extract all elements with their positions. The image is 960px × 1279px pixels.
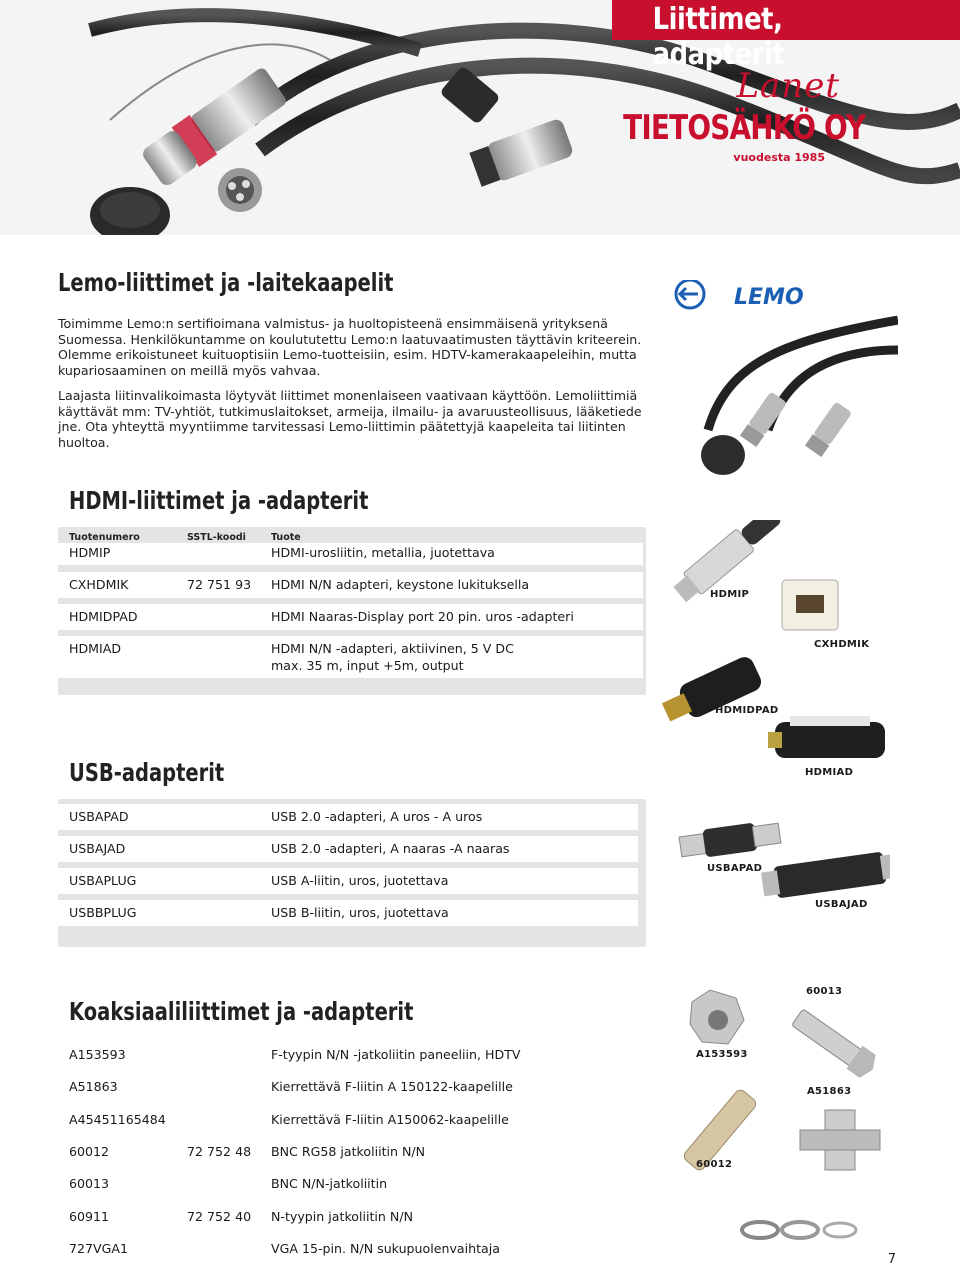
product-description-line-2: max. 35 m, input +5m, output: [271, 658, 464, 673]
a153593-connector-image: [690, 990, 744, 1044]
column-header-sstl: SSTL-koodi: [187, 532, 246, 543]
caption-hdmidpad: HDMIDPAD: [715, 705, 779, 716]
coax-table: [58, 1040, 646, 1272]
page-number: 7: [887, 1252, 896, 1267]
hero-image: [0, 0, 960, 235]
product-code: HDMIAD: [69, 641, 122, 656]
coax-heading: Koaksiaaliliittimet ja -adapterit: [69, 997, 414, 1026]
product-code: 60012: [69, 1144, 110, 1159]
product-description: USB B-liitin, uros, juotettava: [271, 905, 449, 920]
table-row: [58, 868, 638, 894]
product-code: USBAPAD: [69, 809, 129, 824]
sstl-code: 72 751 93: [187, 577, 252, 592]
product-description: BNC N/N-jatkoliitin: [271, 1176, 388, 1191]
caption-60013: 60013: [806, 986, 843, 997]
page-title: Liittimet, adapterit: [652, 2, 785, 72]
table-row: [58, 1042, 646, 1068]
lemo-product-image: [668, 280, 898, 480]
lemo-heading: Lemo-liittimet ja -laitekaapelit: [58, 268, 394, 297]
hdmi-heading: HDMI-liittimet ja -adapterit: [69, 486, 369, 515]
table-row: [58, 636, 643, 678]
caption-60012: 60012: [696, 1159, 733, 1170]
product-description: USB A-liitin, uros, juotettava: [271, 873, 449, 888]
table-row: [58, 543, 643, 565]
header-banner: [612, 0, 960, 72]
column-header-code: Tuotenumero: [69, 532, 140, 543]
hdmi-product-images: [660, 520, 960, 790]
lemo-logo-text: LEMO: [734, 285, 804, 310]
product-description: USB 2.0 -adapteri, A uros - A uros: [271, 809, 483, 824]
product-description: F-tyypin N/N -jatkoliitin paneeliin, HDTV: [271, 1047, 521, 1062]
hdmidpad-adapter-image: [660, 654, 764, 729]
table-row: [58, 1107, 646, 1133]
table-row: [58, 1204, 646, 1230]
hdmi-table: [58, 527, 646, 695]
brand-name-logo: TIETOSÄHKÖ OY: [622, 108, 865, 148]
table-row: [58, 836, 638, 862]
sstl-code: 72 752 40: [187, 1209, 252, 1224]
product-description: BNC RG58 jatkoliitin N/N: [271, 1144, 426, 1159]
product-description: Kierrettävä F-liitin A 150122-kaapelille: [271, 1079, 513, 1094]
table-row: [58, 572, 643, 598]
product-description: HDMI Naaras-Display port 20 pin. uros -adapteri: [271, 609, 574, 624]
product-description: VGA 15-pin. N/N sukupuolenvaihtaja: [271, 1241, 500, 1256]
product-code: USBBPLUG: [69, 905, 137, 920]
lemo-paragraph-2: Laajasta liitinvalikoimasta löytyvät liittimet monenlaiseen vaativaan käyttöön. Lemoliittimiä käyttävät mm: TV-yhtiöt, tutkimuslaitokset, armeija, ilmailu- ja avaruusteollisuus, lääketiede jne. Ota yhteyttä myyntiimme tarvitessasi Lemo-liittimin päätettyjä kaapeleita tai liitinten huoltoa.: [58, 388, 642, 450]
caption-a51863: A51863: [807, 1086, 852, 1097]
hdmiad-repeater-image: [768, 716, 885, 758]
product-description: HDMI N/N adapteri, keystone lukituksella: [271, 577, 530, 592]
product-code: USBAJAD: [69, 841, 126, 856]
product-code: 60911: [69, 1209, 110, 1224]
usbapad-adapter-image: [679, 819, 782, 861]
caption-hdmip: HDMIP: [710, 589, 750, 600]
lemo-paragraph-1: Toimimme Lemo:n sertifioimana valmistus- ja huoltopisteenä ensimmäisenä yrityksenä Suomessa. Henkilökuntamme on koulututettu Lemo:n laatuvaatimusten täyttävin kriteerein. Olemme erikoistuneet kuituoptisiin Lemo-tuotteisiin, esim. HDTV-kamerakaapeleihin, mutta kupariosaaminen on meillä myös vahvaa.: [58, 316, 642, 378]
column-header-product: Tuote: [271, 532, 301, 543]
caption-hdmiad: HDMIAD: [805, 767, 854, 778]
c60013-connector-image: [800, 1110, 880, 1170]
product-code: USBAPLUG: [69, 873, 137, 888]
caption-a153593: A153593: [696, 1049, 748, 1060]
product-code: 727VGA1: [69, 1241, 129, 1256]
table-row: [58, 604, 643, 630]
brand-script-logo: Lanet: [736, 66, 840, 106]
usb-heading: USB-adapterit: [69, 758, 225, 787]
caption-cxhdmik: CXHDMIK: [814, 639, 870, 650]
table-row: [58, 1139, 646, 1165]
product-description: USB 2.0 -adapteri, A naaras -A naaras: [271, 841, 510, 856]
usbajad-adapter-image: [760, 850, 890, 901]
product-code: HDMIDPAD: [69, 609, 138, 624]
product-code: A51863: [69, 1079, 118, 1094]
product-description: N-tyypin jatkoliitin N/N: [271, 1209, 413, 1224]
usb-product-images: [670, 810, 890, 910]
cxhdmik-keystone-image: [782, 580, 838, 630]
usb-table: [58, 799, 646, 947]
product-description: HDMI N/N -adapteri, aktiivinen, 5 V DC: [271, 641, 514, 656]
table-row: [58, 900, 638, 926]
caption-usbajad: USBAJAD: [815, 899, 868, 910]
table-row: [58, 1236, 646, 1262]
product-code: HDMIP: [69, 545, 111, 560]
caption-usbapad: USBAPAD: [707, 863, 763, 874]
table-row: [58, 804, 638, 830]
product-description: Kierrettävä F-liitin A150062-kaapelille: [271, 1112, 509, 1127]
product-code: CXHDMIK: [69, 577, 129, 592]
product-code: A153593: [69, 1047, 126, 1062]
table-row: [58, 1074, 646, 1100]
coax-product-images: [670, 980, 910, 1260]
a51863-connector-image: [789, 1006, 880, 1082]
sstl-code: 72 752 48: [187, 1144, 252, 1159]
product-code: 60013: [69, 1176, 110, 1191]
table-row: [58, 1171, 646, 1197]
product-description: HDMI-urosliitin, metallia, juotettava: [271, 545, 495, 560]
washer-parts-image: [742, 1222, 856, 1238]
product-code: A45451165484: [69, 1112, 166, 1127]
brand-since: vuodesta 1985: [733, 151, 825, 164]
